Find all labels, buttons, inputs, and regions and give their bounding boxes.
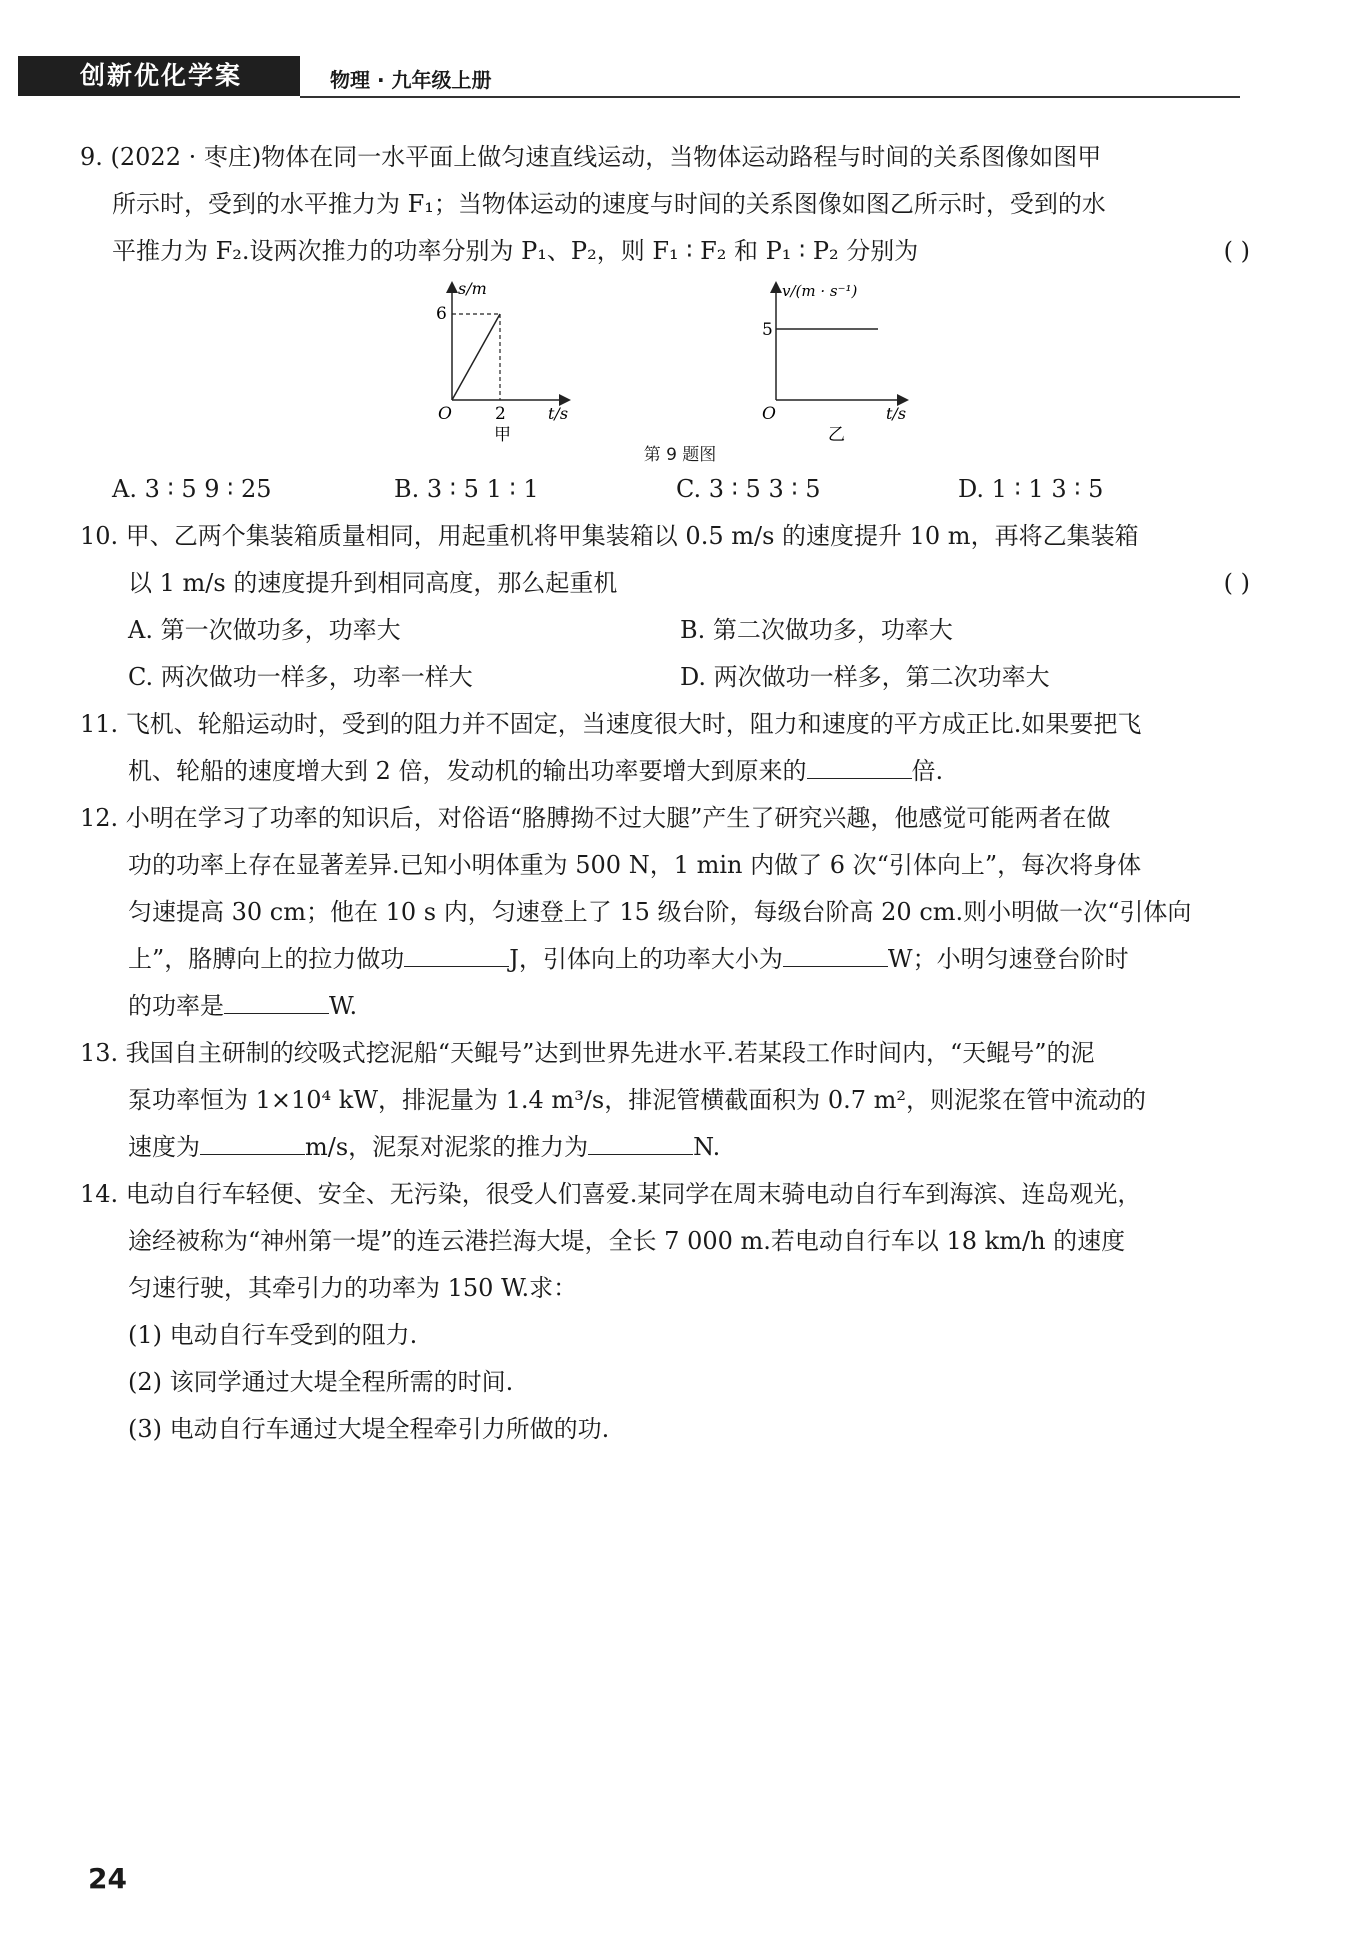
option-b: B. 3 ∶ 5 1 ∶ 1 <box>394 475 539 503</box>
option-a: A. 第一次做功多，功率大 <box>128 616 401 644</box>
figure-caption: 第 9 题图 <box>643 445 717 465</box>
option-d: D. 1 ∶ 1 3 ∶ 5 <box>958 475 1104 503</box>
q12-line <box>80 983 1250 1030</box>
q13-line <box>80 1124 1250 1171</box>
q12-line: 匀速提高 30 cm；他在 10 s 内，匀速登上了 15 级台阶，每级台阶高 20 cm.则小明做一次“引体向 <box>128 898 1192 926</box>
q11-text: 机、轮船的速度增大到 2 倍，发动机的输出功率要增大到原来的 <box>128 757 807 785</box>
y-tick-label: 5 <box>762 320 773 340</box>
y-tick-label: 6 <box>436 304 447 324</box>
subject-title: 物理 · 九年级上册 <box>330 68 492 92</box>
answer-blank[interactable] <box>224 987 329 1014</box>
answer-blank[interactable] <box>807 752 912 779</box>
question-14 <box>80 1171 1250 1453</box>
q12-text: 上”，胳膊向上的拉力做功 <box>128 945 405 973</box>
q13-text: m/s，泥泵对泥浆的推力为 <box>305 1133 589 1161</box>
x-tick-label: 2 <box>495 404 506 424</box>
page-header <box>18 56 1238 98</box>
q9-line-text: 平推力为 F₂.设两次推力的功率分别为 P₁、P₂，则 F₁ ∶ F₂ 和 P₁ ∶ P₂ 分别为 <box>112 237 919 265</box>
question-10 <box>80 513 1250 701</box>
x-axis-label: t/s <box>886 404 907 423</box>
q10-line: 10. 甲、乙两个集装箱质量相同，用起重机将甲集装箱以 0.5 m/s 的速度提升 10 m，再将乙集装箱 <box>80 522 1139 550</box>
header-rule <box>300 96 1240 98</box>
q9-line <box>80 228 1250 275</box>
option-c: C. 3 ∶ 5 3 ∶ 5 <box>676 475 821 503</box>
q12-text: W；小明匀速登台阶时 <box>887 945 1129 973</box>
q12-text: W. <box>329 992 358 1020</box>
q11-line <box>80 748 1250 795</box>
answer-blank[interactable] <box>404 940 509 967</box>
q12-line: 12. 小明在学习了功率的知识后，对俗语“胳膊拗不过大腿”产生了研究兴趣，他感觉可能两者在做 <box>80 804 1111 832</box>
x-axis-label: t/s <box>548 404 569 423</box>
origin-label: O <box>438 404 452 424</box>
q14-line: 14. 电动自行车轻便、安全、无污染，很受人们喜爱.某同学在周末骑电动自行车到海滨、连岛观光， <box>80 1180 1142 1208</box>
q14-subquestion: (3) 电动自行车通过大堤全程牵引力所做的功. <box>128 1415 610 1443</box>
q13-text: N. <box>693 1133 721 1161</box>
answer-blank[interactable] <box>588 1128 693 1155</box>
graph-label: 甲 <box>494 425 511 445</box>
question-11 <box>80 701 1250 795</box>
q11-line: 11. 飞机、轮船运动时，受到的阻力并不固定，当速度很大时，阻力和速度的平方成正比.如果要把飞 <box>80 710 1142 738</box>
graph-jia <box>436 279 568 445</box>
graph-yi <box>762 282 906 445</box>
brand-logo: 创新优化学案 <box>18 56 300 96</box>
q9-graphs <box>420 278 940 445</box>
q11-text: 倍. <box>911 757 944 785</box>
option-d: D. 两次做功一样多，第二次功率大 <box>680 663 1050 691</box>
q13-line: 泵功率恒为 1×10⁴ kW，排泥量为 1.4 m³/s，排泥管横截面积为 0.7 m²，则泥浆在管中流动的 <box>128 1086 1147 1114</box>
origin-label: O <box>762 404 776 424</box>
q13-text: 速度为 <box>128 1133 200 1161</box>
option-b: B. 第二次做功多，功率大 <box>680 616 953 644</box>
question-12 <box>80 795 1250 1030</box>
q14-line: 匀速行驶，其牵引力的功率为 150 W.求： <box>128 1274 578 1302</box>
option-c: C. 两次做功一样多，功率一样大 <box>128 663 473 691</box>
graph-label: 乙 <box>828 425 845 445</box>
page-number: 24 <box>88 1862 127 1895</box>
answer-paren: ( ) <box>1223 569 1250 597</box>
q9-line: 所示时，受到的水平推力为 F₁；当物体运动的速度与时间的关系图像如图乙所示时，受到的水 <box>112 190 1106 218</box>
option-a: A. 3 ∶ 5 9 ∶ 25 <box>112 475 272 503</box>
question-9 <box>80 134 1250 275</box>
q10-line <box>80 560 1250 607</box>
answer-paren: ( ) <box>1223 237 1250 265</box>
answer-blank[interactable] <box>200 1128 305 1155</box>
answer-blank[interactable] <box>783 940 888 967</box>
q14-subquestion: (2) 该同学通过大堤全程所需的时间. <box>128 1368 514 1396</box>
q12-text: 的功率是 <box>128 992 224 1020</box>
q12-text: J，引体向上的功率大小为 <box>509 945 783 973</box>
q9-figure <box>420 278 940 468</box>
y-axis-label: s/m <box>458 279 487 298</box>
q10-line-text: 以 1 m/s 的速度提升到相同高度，那么起重机 <box>128 569 618 597</box>
q12-line: 功的功率上存在显著差异.已知小明体重为 500 N，1 min 内做了 6 次“引体向上”，每次将身体 <box>128 851 1142 879</box>
q12-line <box>80 936 1250 983</box>
q14-line: 途经被称为“神州第一堤”的连云港拦海大堤，全长 7 000 m.若电动自行车以 18 km/h 的速度 <box>128 1227 1126 1255</box>
question-13 <box>80 1030 1250 1171</box>
y-axis-label: v/(m · s⁻¹) <box>782 282 858 300</box>
q9-options <box>80 466 1250 513</box>
q13-line: 13. 我国自主研制的绞吸式挖泥船“天鲲号”达到世界先进水平.若某段工作时间内，“天鲲号”的泥 <box>80 1039 1095 1067</box>
q9-line: 9. (2022 · 枣庄)物体在同一水平面上做匀速直线运动，当物体运动路程与时间的关系图像如图甲 <box>80 143 1102 171</box>
q14-subquestion: (1) 电动自行车受到的阻力. <box>128 1321 418 1349</box>
distance-line <box>452 314 500 400</box>
